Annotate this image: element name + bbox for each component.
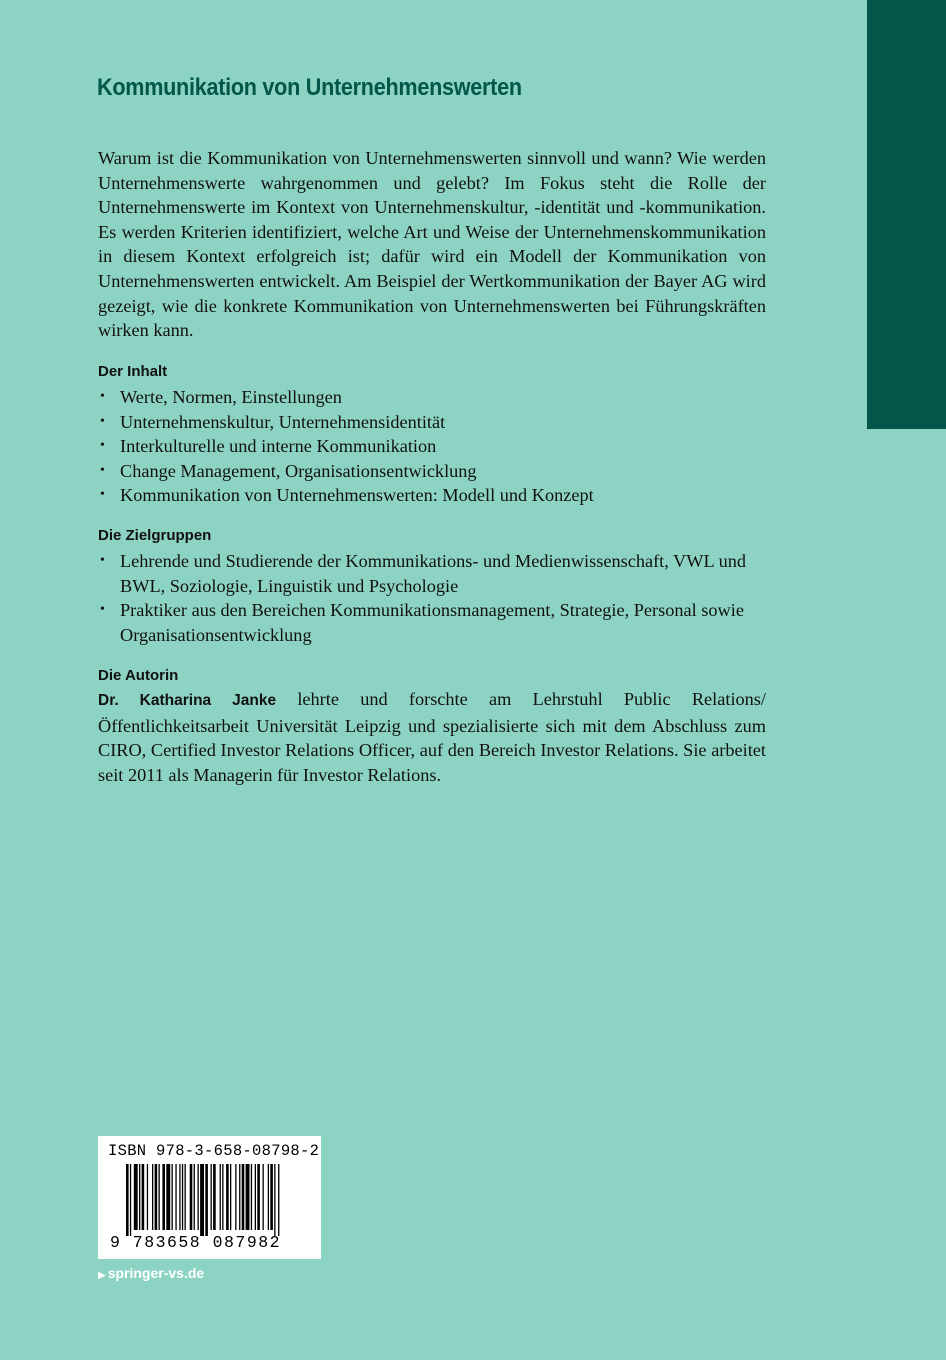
barcode-stripe bbox=[134, 1164, 138, 1230]
bullet-icon: • bbox=[100, 438, 105, 454]
author-bio bbox=[98, 687, 766, 787]
audience-list bbox=[98, 549, 766, 647]
author-heading: Die Autorin bbox=[98, 667, 179, 684]
barcode-stripe bbox=[185, 1164, 186, 1230]
ean-digits: 9 783658 087982 bbox=[110, 1233, 282, 1252]
barcode-stripe bbox=[152, 1164, 153, 1230]
publisher-link[interactable] bbox=[98, 1265, 204, 1281]
list-item: • Kommunikation von Unternehmenswerten: Modell und Konzept bbox=[98, 483, 766, 508]
barcode-stripe bbox=[246, 1164, 250, 1230]
bullet-icon: • bbox=[100, 413, 105, 429]
barcode-stripe bbox=[126, 1164, 129, 1236]
isbn-barcode bbox=[98, 1136, 321, 1259]
barcode-stripe bbox=[226, 1164, 229, 1230]
arrow-icon: ▶ bbox=[98, 1270, 106, 1281]
barcode-stripe bbox=[172, 1164, 173, 1230]
barcode-stripe bbox=[162, 1164, 165, 1230]
barcode-bars bbox=[98, 1164, 321, 1236]
list-item: • Lehrende und Studierende der Kommunikations- und Medienwissenschaft, VWL und BWL, Soziologie, Linguistik und Psychologie bbox=[100, 551, 746, 596]
author-bio-text: lehrte und forschte am Lehrstuhl Public Relations/Öffentlichkeitsarbeit Universität Leipzig und spezialisierte sich mit dem Abschluss zum CIRO, Certified Investor Relations Officer, auf den Bereich Investor Relations. Sie arbeitet seit 2011 als Managerin für Investor Relations. bbox=[98, 689, 766, 785]
barcode-stripe bbox=[147, 1164, 148, 1230]
barcode-stripe bbox=[198, 1164, 199, 1230]
barcode-stripe bbox=[242, 1164, 245, 1230]
bullet-icon: • bbox=[100, 602, 105, 618]
barcode-stripe bbox=[194, 1164, 195, 1230]
barcode-stripe bbox=[130, 1164, 131, 1236]
barcode-stripe bbox=[263, 1164, 264, 1230]
bullet-icon: • bbox=[100, 462, 105, 478]
barcode-stripe bbox=[230, 1164, 231, 1230]
barcode-stripe bbox=[235, 1164, 236, 1230]
list-item: • Unternehmenskultur, Unternehmensidentität bbox=[98, 410, 766, 435]
barcode-stripe bbox=[255, 1164, 256, 1230]
barcode-stripe bbox=[220, 1164, 221, 1230]
barcode-stripe bbox=[155, 1164, 158, 1230]
barcode-stripe bbox=[205, 1164, 208, 1236]
barcode-stripe bbox=[175, 1164, 176, 1230]
publisher-url: springer-vs.de bbox=[107, 1265, 205, 1281]
audience-heading: Die Zielgruppen bbox=[98, 527, 212, 544]
intro-paragraph: Warum ist die Kommunikation von Unternehmenswerten sinnvoll und wann? Wie werden Unternehmenswerte wahrgenommen und gelebt? Im Fokus steht die Rolle der Unternehmenswerte im Kontext von Unternehmenskultur, -identität und -kommunikation. Es werden Kriterien identifiziert, welche Art und Weise der Unternehmenskommunikation in diesem Kontext erfolgreich ist; dafür wird ein Modell der Kommunikation von Unternehmenswerten entwickelt. Am Beispiel der Wertkommunikation der Bayer AG wird gezeigt, wie die konkrete Kommunikation von Unternehmenswerten bei Führungskräften wirken kann. bbox=[98, 148, 766, 341]
barcode-stripe bbox=[251, 1164, 252, 1230]
barcode-stripe bbox=[239, 1164, 240, 1230]
barcode-stripe bbox=[200, 1164, 204, 1236]
list-item: • Werte, Normen, Einstellungen bbox=[98, 385, 766, 410]
barcode-stripe bbox=[166, 1164, 170, 1230]
contents-list bbox=[98, 385, 766, 508]
list-item: • Interkulturelle und interne Kommunikation bbox=[98, 434, 766, 459]
list-item: • Change Management, Organisationsentwicklung bbox=[98, 459, 766, 484]
barcode-stripe bbox=[142, 1164, 145, 1230]
barcode-stripe bbox=[213, 1164, 216, 1230]
barcode-stripe bbox=[270, 1164, 273, 1230]
book-title: Kommunikation von Unternehmenswerten bbox=[97, 74, 522, 101]
contents-heading: Der Inhalt bbox=[98, 363, 168, 380]
bullet-icon: • bbox=[100, 389, 105, 404]
author-name: Dr. Katharina Janke bbox=[98, 692, 277, 709]
barcode-stripe bbox=[222, 1164, 223, 1230]
barcode-stripe bbox=[257, 1164, 260, 1230]
barcode-stripe bbox=[211, 1164, 212, 1230]
bullet-icon: • bbox=[100, 487, 105, 503]
isbn-number: ISBN 978-3-658-08798-2 bbox=[108, 1142, 320, 1160]
barcode-stripe bbox=[179, 1164, 180, 1230]
barcode-stripe bbox=[182, 1164, 183, 1230]
accent-side-bar bbox=[867, 0, 946, 429]
barcode-stripe bbox=[268, 1164, 269, 1230]
barcode-stripe bbox=[139, 1164, 140, 1230]
barcode-stripe bbox=[278, 1164, 279, 1236]
bullet-icon: • bbox=[100, 553, 105, 568]
barcode-stripe bbox=[190, 1164, 193, 1230]
list-item: • Praktiker aus den Bereichen Kommunikationsmanagement, Strategie, Personal sowie Organisationsentwicklung bbox=[100, 600, 744, 645]
barcode-stripe bbox=[159, 1164, 160, 1230]
barcode-stripe bbox=[274, 1164, 275, 1236]
